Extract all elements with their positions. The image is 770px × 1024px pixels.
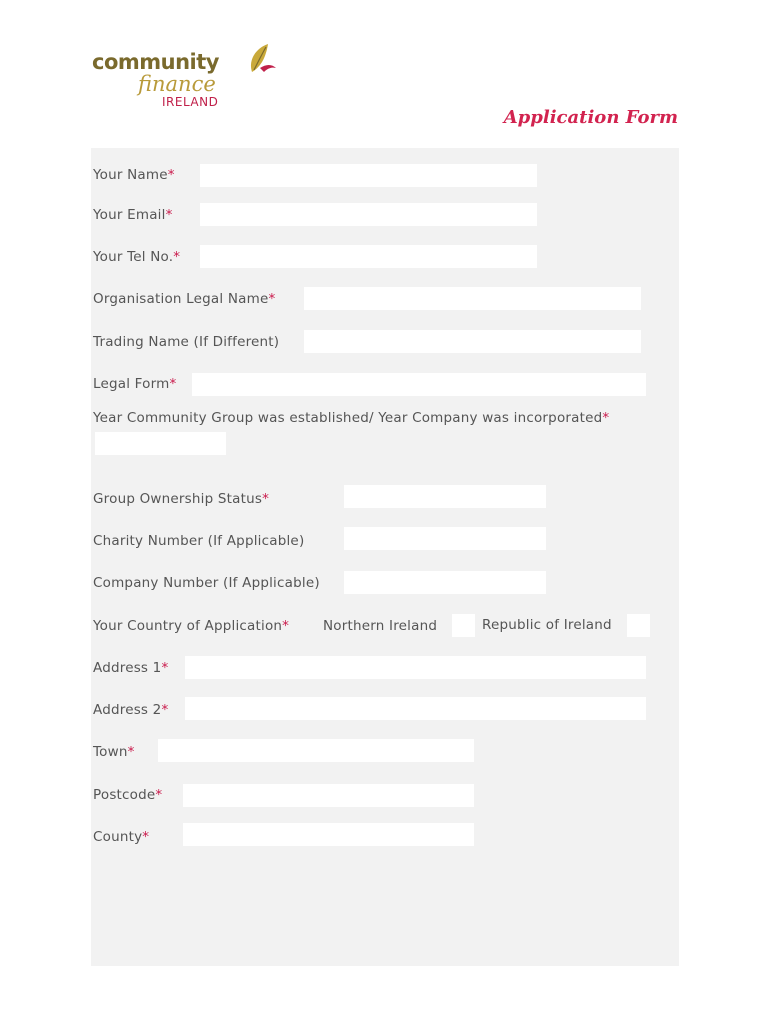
company-number-label: Company Number (If Applicable) <box>93 575 320 591</box>
town-label: Town* <box>93 744 135 760</box>
trading-name-label: Trading Name (If Different) <box>93 334 280 350</box>
your-name-label: Your Name* <box>93 167 175 183</box>
org-legal-name-input[interactable] <box>304 287 641 310</box>
county-label: County* <box>93 829 150 845</box>
your-email-input[interactable] <box>200 203 537 226</box>
option-republic-of-ireland-label: Republic of Ireland <box>482 617 612 633</box>
country-of-application-label: Your Country of Application* <box>93 618 290 634</box>
application-form <box>91 148 679 966</box>
postcode-input[interactable] <box>183 784 474 807</box>
postcode-label: Postcode* <box>93 787 163 803</box>
address2-input[interactable] <box>185 697 646 720</box>
year-established-label: Year Community Group was established/ Year Company was incorporated* <box>93 410 610 426</box>
legal-form-label: Legal Form* <box>93 376 177 392</box>
charity-number-label: Charity Number (If Applicable) <box>93 533 305 549</box>
your-tel-input[interactable] <box>200 245 537 268</box>
logo <box>92 42 282 112</box>
county-input[interactable] <box>183 823 474 846</box>
group-ownership-input[interactable] <box>344 485 546 508</box>
leaf-bird-icon <box>242 42 278 78</box>
group-ownership-label: Group Ownership Status* <box>93 491 270 507</box>
town-input[interactable] <box>158 739 474 762</box>
address1-label: Address 1* <box>93 660 169 676</box>
charity-number-input[interactable] <box>344 527 546 550</box>
option-northern-ireland-label: Northern Ireland <box>323 618 438 634</box>
northern-ireland-checkbox[interactable] <box>452 614 475 637</box>
year-established-input[interactable] <box>95 432 226 455</box>
your-name-input[interactable] <box>200 164 537 187</box>
trading-name-input[interactable] <box>304 330 641 353</box>
company-number-input[interactable] <box>344 571 546 594</box>
logo-text-community: community <box>92 50 219 74</box>
legal-form-input[interactable] <box>192 373 646 396</box>
logo-text-finance: finance <box>138 72 216 96</box>
page-title: Application Form <box>503 107 678 128</box>
your-email-label: Your Email* <box>93 207 173 223</box>
org-legal-name-label: Organisation Legal Name* <box>93 291 276 307</box>
republic-of-ireland-checkbox[interactable] <box>627 614 650 637</box>
logo-text-ireland: IRELAND <box>162 95 219 109</box>
address2-label: Address 2* <box>93 702 169 718</box>
your-tel-label: Your Tel No.* <box>93 249 181 265</box>
address1-input[interactable] <box>185 656 646 679</box>
